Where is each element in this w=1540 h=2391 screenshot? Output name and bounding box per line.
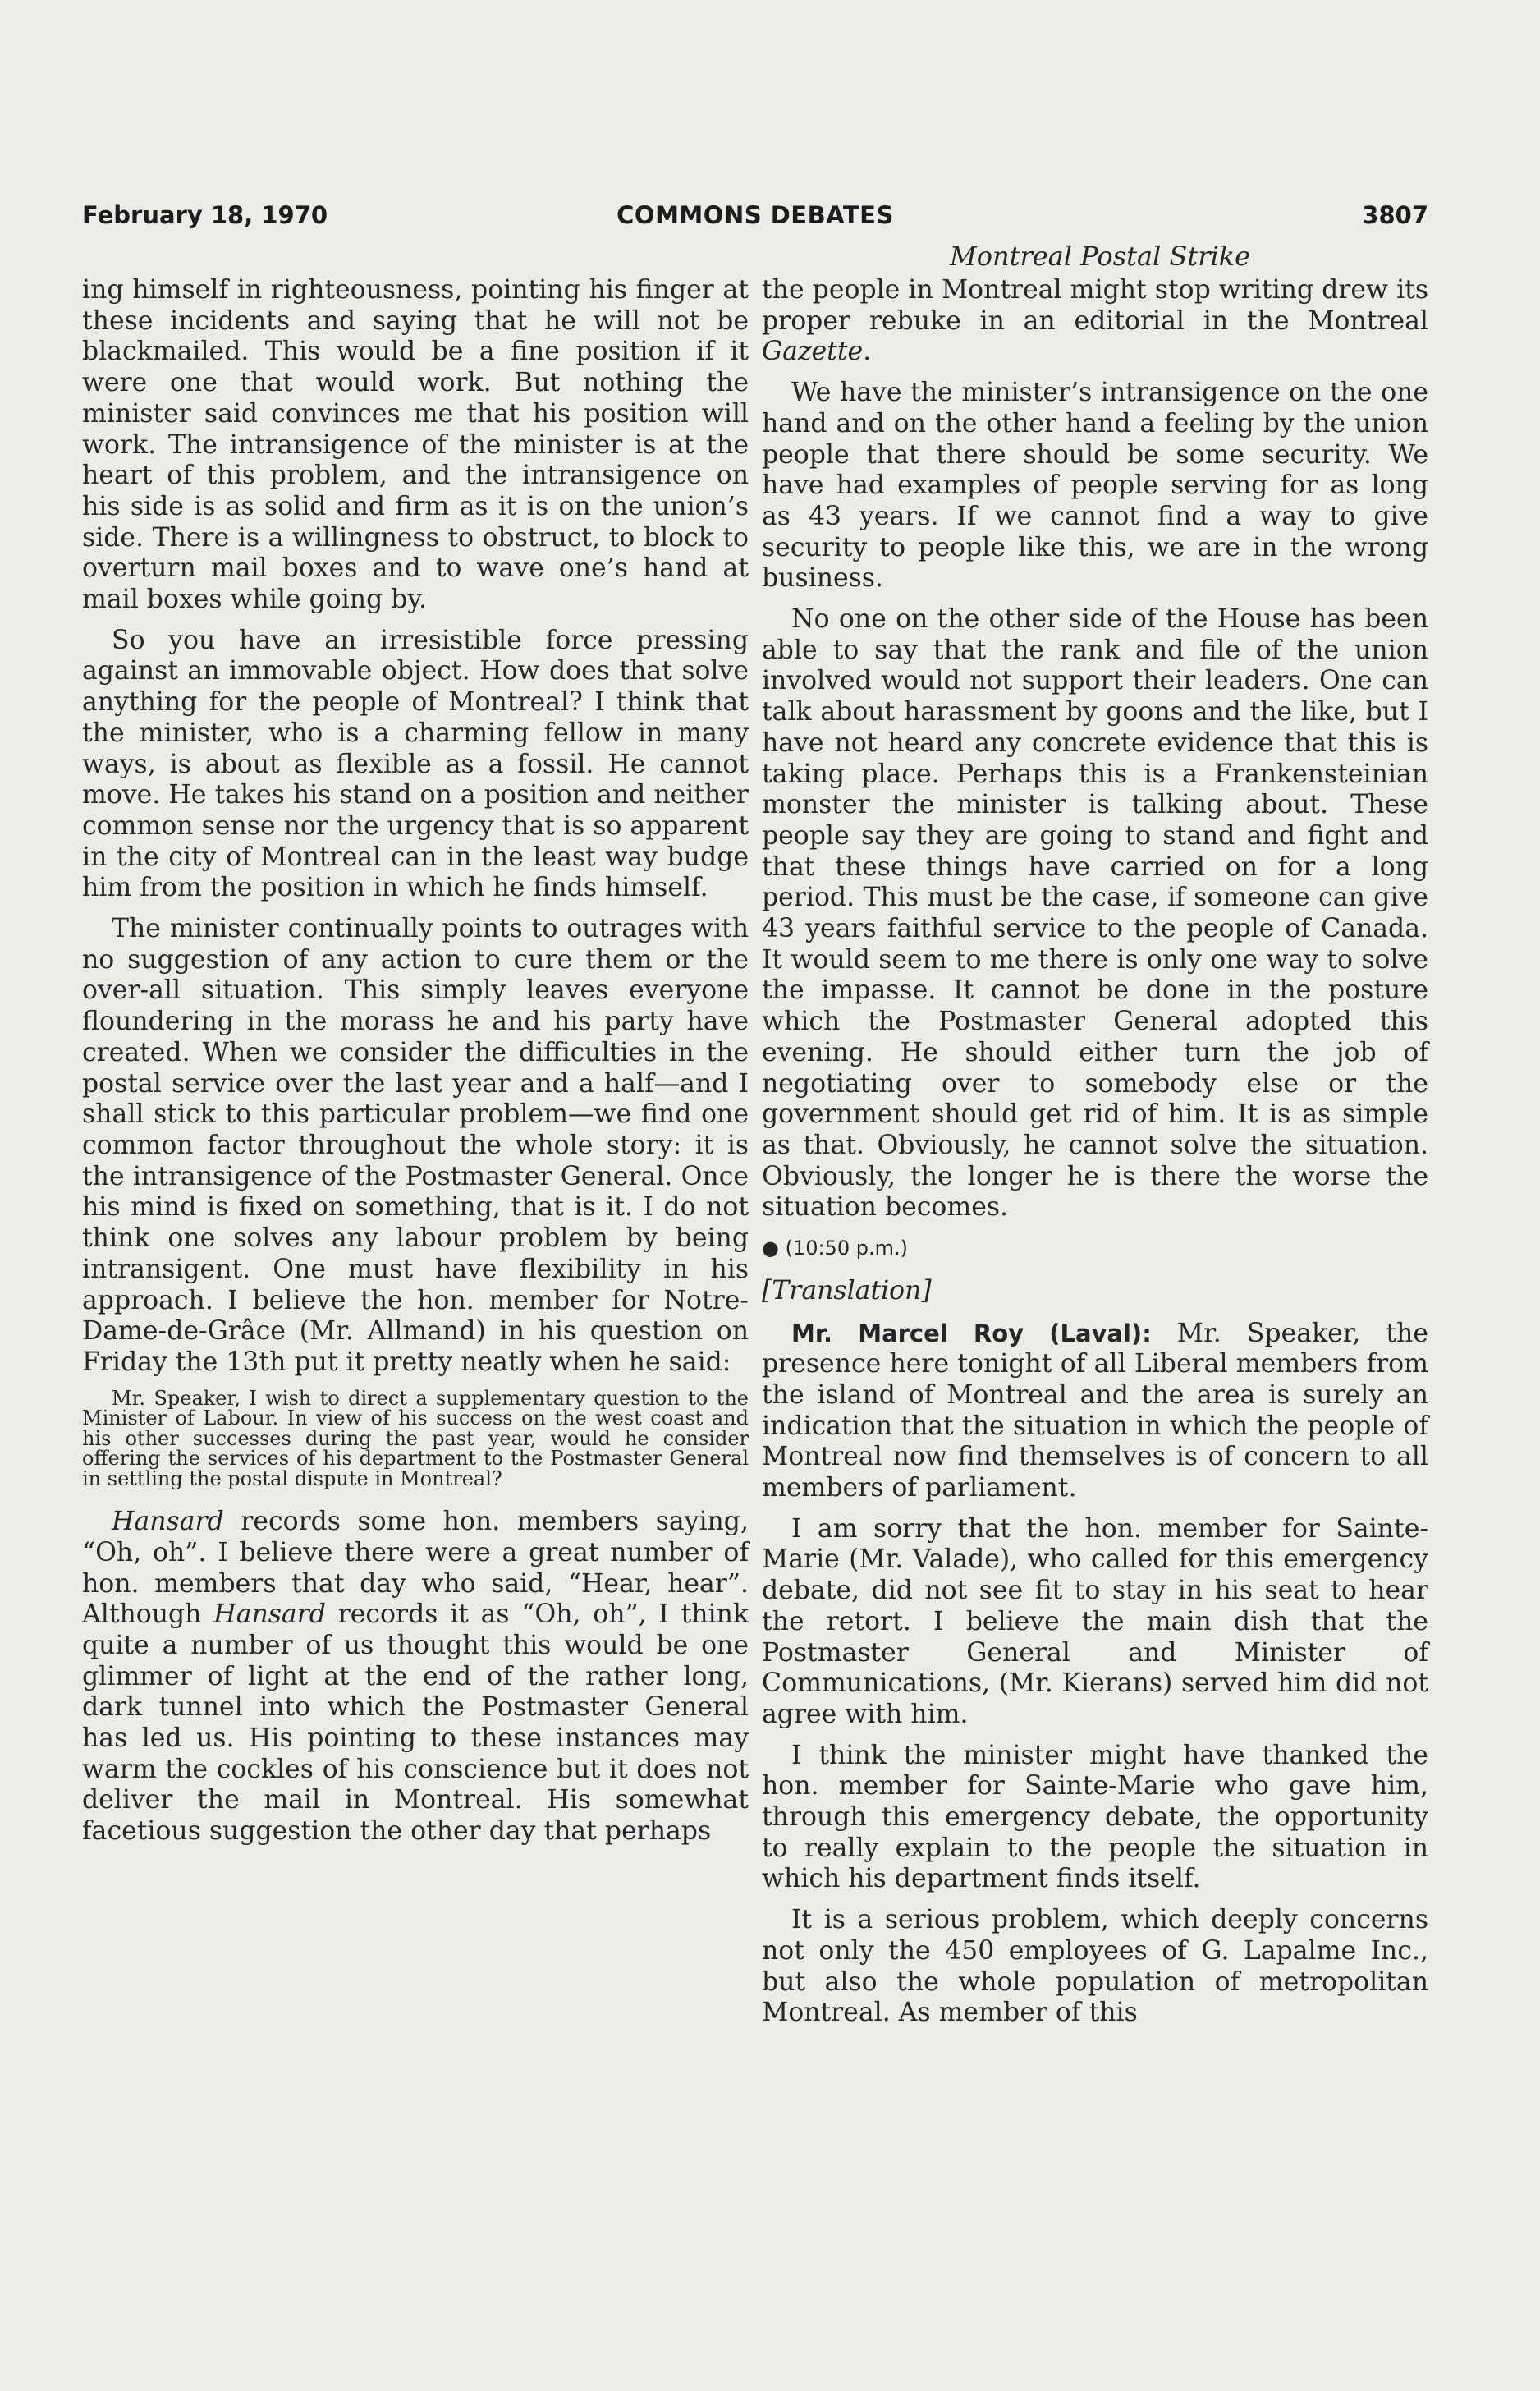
right-paragraph-3: No one on the other side of the House has been able to say that the rank and file of the union involved would not support their leaders. One can talk about harassment by goons and the like, but I have not heard any concrete evidence that this is taking place. Perhaps this is a Frankensteinian monster the minister is talking about. These people say they are going to stand and fight and that these things have carried on for a long period. This must be the case, if someone can give 43 years faithful service to the people of Canada. It would seem to me there is only one way to solve the impasse. It cannot be done in the posture which the Postmaster General adopted this evening. He should either turn the job of negotiating over to somebody else or the government should get rid of him. It is as simple as that. Obviously, he cannot solve the situation. Obviously, the longer he is there the worse the situation becomes. [762,604,1428,1223]
left-column [82,275,749,1857]
header-date: February 18, 1970 [82,201,328,229]
left-paragraph-2: So you have an irresistible force pressing against an immovable object. How does that solve anything for the people of Montreal? I think that the minister, who is a charming fellow in many ways, is about as flexible as a fossil. He cannot move. He takes his stand on a position and neither common sense nor the urgency that is so apparent in the city of Montreal can in the least way budge him from the position in which he finds himself. [82,625,749,903]
right-paragraph-1-text-a: the people in Montreal might stop writing drew its proper rebuke in an editorial in the Montreal [762,275,1428,336]
header-page-number: 3807 [1362,201,1428,229]
speaker-paragraph [762,1319,1428,1504]
header-title: COMMONS DEBATES [616,201,894,229]
subject-heading: Montreal Postal Strike [949,241,1251,272]
translation-marker: [Translation] [762,1275,932,1306]
gazette-reference: Gazette [762,337,864,367]
page-header [82,201,1428,237]
left-paragraph-3: The minister continually points to outrages with no suggestion of any action to cure them or the over-all situation. This simply leaves everyone floundering in the morass he and his party have created. When we consider the difficulties in the postal service over the last year and a half—and I shall stick to this particular problem—we find one common factor throughout the whole story: it is the intransigence of the Postmaster General. Once his mind is fixed on something, that is it. I do not think one solves any labour problem by being intransigent. One must have flexibility in his approach. I believe the hon. member for Notre-Dame-de-Grâce (Mr. Allmand) in his question on Friday the 13th put it pretty neatly when he said: [82,914,749,1377]
left-paragraph-1: ing himself in righteousness, pointing his finger at these incidents and saying that he will not be blackmailed. This would be a fine position if it were one that would work. But nothing the minister said convinces me that his position will work. The intransigence of the minister is at the heart of this problem, and the intransigence on his side is as solid and firm as it is on the union’s side. There is a willingness to obstruct, to block to overturn mail boxes and to wave one’s hand at mail boxes while going by. [82,275,749,615]
right-column [762,275,1428,2039]
hansard-reference: Hansard [213,1599,326,1630]
time-marker: ● (10:50 p.m.) [762,1237,908,1260]
hansard-reference: Hansard [112,1507,224,1537]
left-paragraph-4 [82,1507,749,1847]
right-paragraph-1 [762,275,1428,368]
quoted-question: Mr. Speaker, I wish to direct a supplementary question to the Minister of Labour. In view of his success on the west coast and his other successes during the past year, would he consider offering the services of his department to the Postmaster General in settling the postal dispute in Montreal? [82,1386,749,1490]
speaker-paragraph-text: Mr. Speaker, the presence here tonight of all Liberal members from the island of Montreal and the area is surely an indication that the situation in which the people of Montreal now find themselves is of concern to all members of parliament. [762,1318,1428,1503]
right-paragraph-7: It is a serious problem, which deeply concerns not only the 450 employees of G. Lapalme Inc., but also the whole population of metropolitan Montreal. As member of this [762,1905,1428,2028]
right-paragraph-6: I think the minister might have thanked the hon. member for Sainte-Marie who gave him, through this emergency debate, the opportunity to really explain to the people the situation in which his department finds itself. [762,1740,1428,1894]
right-paragraph-1-text-b: . [863,337,872,367]
left-paragraph-4-text-b: records it as “Oh, oh”, I think quite a number of us thought this would be one glimmer of light at the end of the rather long, dark tunnel into which the Postmaster General has led us. His pointing to these instances may warm the cockles of his conscience but it does not deliver the mail in Montreal. His somewhat facetious suggestion the other day that perhaps [82,1599,749,1847]
right-paragraph-2: We have the minister’s intransigence on the one hand and on the other hand a feeling by the union people that there should be some security. We have had examples of people serving for as long as 43 years. If we cannot find a way to give security to people like this, we are in the wrong business. [762,378,1428,594]
left-paragraph-4-text-a: records some hon. members saying, “Oh, oh”. I believe there were a great number of hon. members that day who said, “Hear, hear”. Although [82,1507,749,1630]
speaker-name: Mr. Marcel Roy (Laval): [791,1319,1152,1347]
right-paragraph-5: I am sorry that the hon. member for Sainte-Marie (Mr. Valade), who called for this emergency debate, did not see fit to stay in his seat to hear the retort. I believe the main dish that the Postmaster General and Minister of Communications, (Mr. Kierans) served him did not agree with him. [762,1513,1428,1729]
